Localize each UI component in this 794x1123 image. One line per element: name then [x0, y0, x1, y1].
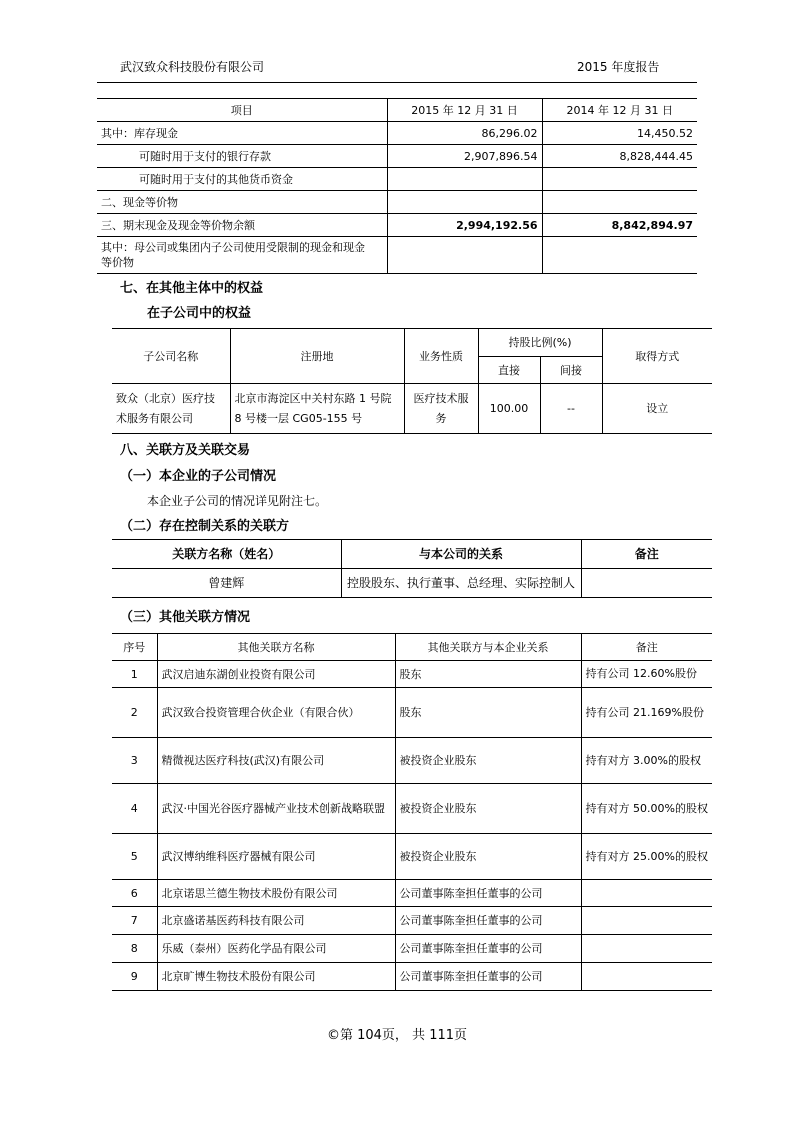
- column-header: 子公司名称: [112, 329, 230, 384]
- cell-2015: [387, 191, 542, 214]
- party-relation: 公司董事陈奎担任董事的公司: [395, 963, 581, 991]
- party-name: 武汉·中国光谷医疗器械产业技术创新战略联盟: [157, 784, 395, 834]
- cell-2014: 14,450.52: [542, 122, 697, 145]
- table-row: [112, 880, 712, 907]
- table-row: [112, 688, 712, 738]
- party-relation: 公司董事陈奎担任董事的公司: [395, 935, 581, 963]
- party-remark: 持有对方 25.00%的股权: [581, 834, 712, 880]
- column-header: 持股比例(%): [478, 329, 602, 357]
- party-name: 乐威（泰州）医药化学品有限公司: [157, 935, 395, 963]
- party-remark: [581, 569, 712, 598]
- table-row: [112, 963, 712, 991]
- table-header-row: [112, 540, 712, 569]
- table-row: [112, 569, 712, 598]
- header-report-title: 2015 年度报告: [577, 60, 660, 74]
- subsidiary-table: [112, 328, 712, 434]
- section-7-subtitle: 在子公司中的权益: [147, 306, 252, 321]
- party-remark: 持有公司 12.60%股份: [581, 661, 712, 688]
- table-header-row: [97, 99, 697, 122]
- table-header-row: [112, 329, 712, 357]
- table-row: [112, 661, 712, 688]
- row-index: 7: [112, 907, 157, 935]
- column-header: 业务性质: [404, 329, 478, 384]
- other-related-parties-table: [112, 633, 712, 991]
- party-name: 北京旷博生物技术股份有限公司: [157, 963, 395, 991]
- party-name: 曾建辉: [112, 569, 341, 598]
- cell-2014: 8,842,894.97: [542, 214, 697, 237]
- cell-2014: 8,828,444.45: [542, 145, 697, 168]
- row-index: 5: [112, 834, 157, 880]
- cell-2015: 86,296.02: [387, 122, 542, 145]
- party-remark: [581, 963, 712, 991]
- column-header: 项目: [97, 99, 387, 122]
- table-row: [97, 145, 697, 168]
- section-7-title: 七、在其他主体中的权益: [120, 281, 264, 296]
- party-relation: 被投资企业股东: [395, 738, 581, 784]
- row-label: 二、现金等价物: [97, 191, 387, 214]
- controlling-party-table: [112, 539, 712, 598]
- subsidiary-nature: 医疗技术服务: [404, 384, 478, 434]
- party-relation: 股东: [395, 661, 581, 688]
- cell-2015: 2,994,192.56: [387, 214, 542, 237]
- cell-2014: [542, 191, 697, 214]
- party-remark: [581, 907, 712, 935]
- subsidiary-direct-ratio: 100.00: [478, 384, 540, 434]
- party-relation: 股东: [395, 688, 581, 738]
- subsidiary-method: 设立: [646, 402, 669, 415]
- section-8-sub2: （二）存在控制关系的关联方: [120, 519, 290, 534]
- row-index: 8: [112, 935, 157, 963]
- cell-2015: 2,907,896.54: [387, 145, 542, 168]
- table-row: [97, 237, 697, 274]
- table-row: [112, 907, 712, 935]
- subsidiary-name: 致众（北京）医疗技术服务有限公司: [112, 384, 230, 434]
- table-row: [97, 168, 697, 191]
- column-header: 间接: [540, 357, 602, 384]
- column-header: 关联方名称（姓名）: [112, 540, 341, 569]
- row-index: 2: [112, 688, 157, 738]
- party-name: 北京盛诺基医药科技有限公司: [157, 907, 395, 935]
- subsidiary-address: 北京市海淀区中关村东路 1 号院 8 号楼一层 CG05-155 号: [230, 384, 404, 434]
- column-header: 其他关联方名称: [157, 634, 395, 661]
- row-index: 9: [112, 963, 157, 991]
- column-header: 注册地: [230, 329, 404, 384]
- cash-equivalents-table: [97, 98, 697, 274]
- row-label: 可随时用于支付的银行存款: [97, 145, 387, 168]
- row-label: 可随时用于支付的其他货币资金: [97, 168, 387, 191]
- row-index: 6: [112, 880, 157, 907]
- table-row: [97, 122, 697, 145]
- row-index: 3: [112, 738, 157, 784]
- cell-2015: [387, 237, 542, 274]
- party-name: 武汉致合投资管理合伙企业（有限合伙）: [157, 688, 395, 738]
- column-header: 取得方式: [602, 329, 712, 384]
- row-index: 1: [112, 661, 157, 688]
- party-relation: 公司董事陈奎担任董事的公司: [395, 880, 581, 907]
- column-header: 备注: [581, 634, 712, 661]
- table-header-row: [112, 634, 712, 661]
- table-row: [97, 214, 697, 237]
- cell-2015: [387, 168, 542, 191]
- table-row: [112, 384, 712, 434]
- table-row: [97, 191, 697, 214]
- row-label: 其中：母公司或集团内子公司使用受限制的现金和现金等价物: [97, 237, 387, 274]
- column-header: 2014 年 12 月 31 日: [542, 99, 697, 122]
- party-remark: [581, 935, 712, 963]
- row-index: 4: [112, 784, 157, 834]
- column-header: 其他关联方与本企业关系: [395, 634, 581, 661]
- cell-2014: [542, 168, 697, 191]
- party-remark: 持有对方 50.00%的股权: [581, 784, 712, 834]
- section-8-sub3: （三）其他关联方情况: [120, 610, 251, 625]
- table-row: [112, 834, 712, 880]
- column-header: 序号: [112, 634, 157, 661]
- column-header: 与本公司的关系: [341, 540, 581, 569]
- party-relation: 被投资企业股东: [395, 784, 581, 834]
- table-row: [112, 935, 712, 963]
- table-row: [112, 738, 712, 784]
- column-header: 2015 年 12 月 31 日: [387, 99, 542, 122]
- row-label: 其中：库存现金: [97, 122, 387, 145]
- subsidiary-indirect-ratio: --: [540, 384, 602, 434]
- party-name: 北京诺思兰德生物技术股份有限公司: [157, 880, 395, 907]
- party-relation: 被投资企业股东: [395, 834, 581, 880]
- column-header: 备注: [581, 540, 712, 569]
- party-name: 武汉博纳维科医疗器械有限公司: [157, 834, 395, 880]
- header-rule: [97, 82, 697, 83]
- section-8-sub1: （一）本企业的子公司情况: [120, 469, 277, 484]
- table-row: [112, 784, 712, 834]
- column-header: 直接: [478, 357, 540, 384]
- party-name: 精微视达医疗科技(武汉)有限公司: [157, 738, 395, 784]
- page-footer: ©第 104页， 共 111页: [326, 1028, 468, 1043]
- cell-2014: [542, 237, 697, 274]
- party-relation: 公司董事陈奎担任董事的公司: [395, 907, 581, 935]
- party-relation: 控股股东、执行董事、总经理、实际控制人: [341, 569, 581, 598]
- party-name: 武汉启迪东湖创业投资有限公司: [157, 661, 395, 688]
- header-company: 武汉致众科技股份有限公司: [120, 60, 265, 74]
- party-remark: [581, 880, 712, 907]
- section-8-sub1-text: 本企业子公司的情况详见附注七。: [147, 494, 328, 508]
- party-remark: 持有公司 21.169%股份: [581, 688, 712, 738]
- row-label: 三、期末现金及现金等价物余额: [97, 214, 387, 237]
- section-8-title: 八、关联方及关联交易: [120, 443, 251, 458]
- party-remark: 持有对方 3.00%的股权: [581, 738, 712, 784]
